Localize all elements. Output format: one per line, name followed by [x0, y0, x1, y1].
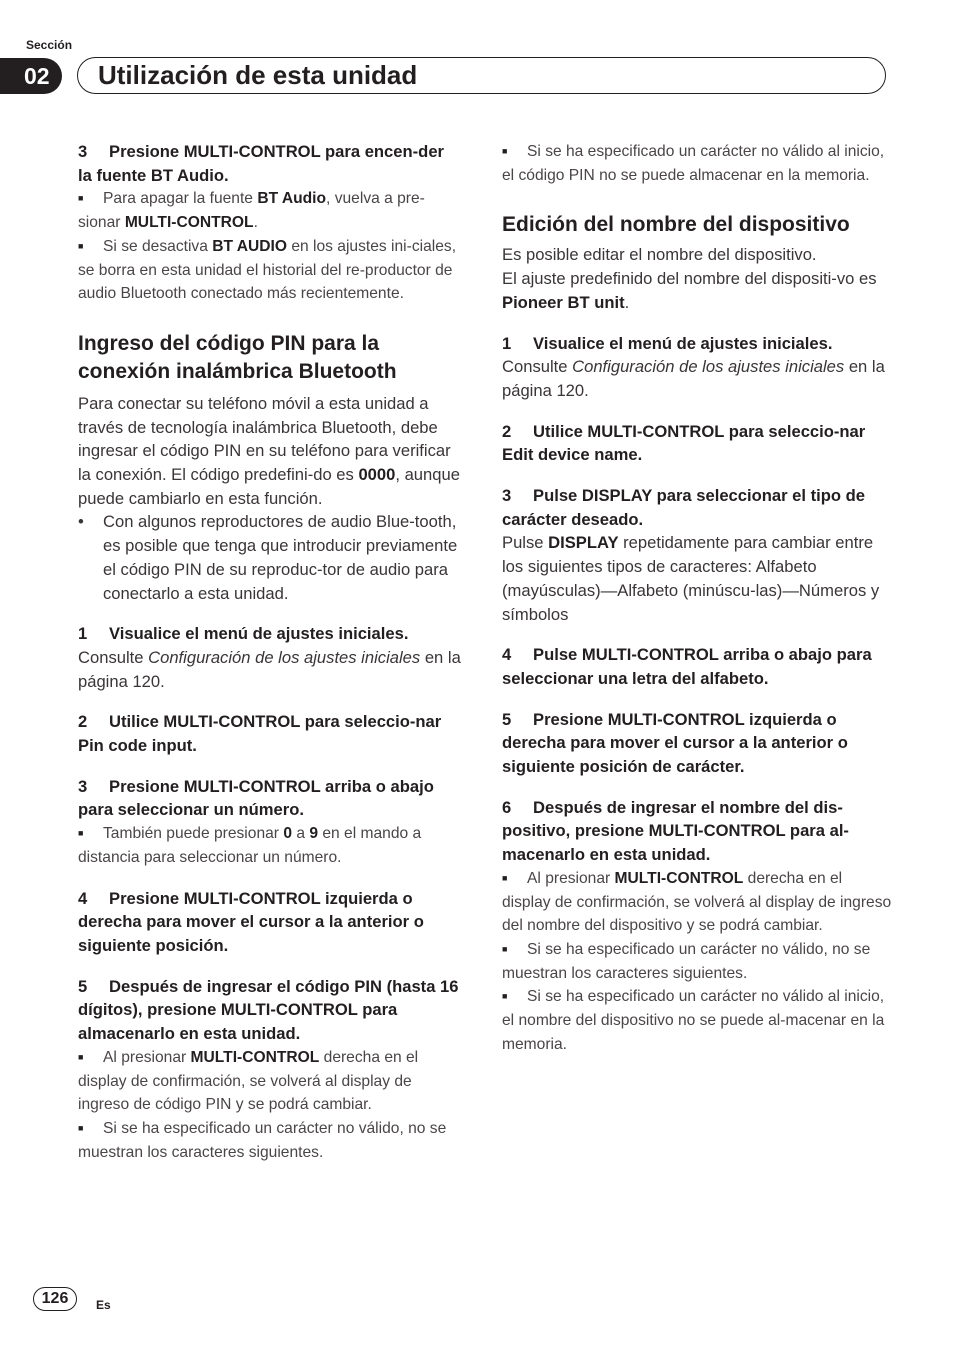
right-column: [502, 140, 892, 1057]
heading-pin-code: Ingreso del código PIN para la conexión inalámbrica Bluetooth: [78, 331, 397, 383]
device-step-1: 1 Visualice el menú de ajustes iniciales.: [502, 333, 833, 353]
language-code: Es: [96, 1298, 111, 1312]
pin-step-5-note-3: ■ Si se ha especificado un carácter no válido al inicio, el código PIN no se puede almacenar en la memoria.: [502, 140, 892, 187]
page-number: 126: [33, 1287, 77, 1311]
device-step-2: 2 Utilice MULTI-CONTROL para seleccio-nar Edit device name.: [502, 421, 866, 465]
left-column: [78, 140, 462, 1164]
pin-step-1-body: Consulte Configuración de los ajustes iniciales en la página 120.: [78, 647, 461, 691]
device-intro-1: Es posible editar el nombre del dispositivo.: [502, 245, 817, 265]
pin-step-5: 5 Después de ingresar el código PIN (hasta 16 dígitos), presione MULTI-CONTROL para almacenarlo en esta unidad.: [78, 976, 459, 1044]
device-step-3: 3 Pulse DISPLAY para seleccionar el tipo de carácter deseado.: [502, 486, 866, 529]
device-step-4: 4 Pulse MULTI-CONTROL arriba o abajo para seleccionar una letra del alfabeto.: [502, 645, 872, 688]
note-bt-audio-off: ■ Para apagar la fuente BT Audio, vuelva a pre-sionar MULTI-CONTROL.: [78, 187, 462, 234]
device-step-6-note-2: ■ Si se ha especificado un carácter no válido, no se muestran los caracteres siguientes.: [502, 938, 892, 985]
device-step-6-note-3: ■ Si se ha especificado un carácter no válido al inicio, el nombre del dispositivo no se puede al-macenar en la memoria.: [502, 985, 892, 1056]
pin-step-3: 3 Presione MULTI-CONTROL arriba o abajo para seleccionar un número.: [78, 776, 434, 820]
device-step-5: 5 Presione MULTI-CONTROL izquierda o derecha para mover el cursor a la anterior o siguiente posición de carácter.: [502, 709, 848, 777]
device-intro-2: El ajuste predefinido del nombre del dispositi-vo es Pioneer BT unit.: [502, 269, 877, 312]
pin-step-5-note-1: ■ Al presionar MULTI-CONTROL derecha en el display de confirmación, se volverá al display de ingreso de código PIN y se podrá cambiar.: [78, 1046, 462, 1117]
pin-step-1: 1 Visualice el menú de ajustes iniciales.: [78, 624, 409, 644]
section-number-badge: 02: [0, 58, 62, 94]
heading-device-name: Edición del nombre del dispositivo: [502, 213, 850, 237]
step-3-bt-audio: 3 Presione MULTI-CONTROL para encen-der la fuente BT Audio.: [78, 142, 445, 185]
section-label: Sección: [26, 38, 73, 52]
device-step-6: 6 Después de ingresar el nombre del dis-positivo, presione MULTI-CONTROL para al-macenarlo en esta unidad.: [502, 797, 849, 865]
pin-bullet-note: • Con algunos reproductores de audio Blue-tooth, es posible que tenga que introducir previamente el código PIN de su reproduc-tor de audio para conectarlo a esta unidad.: [78, 512, 458, 603]
note-bt-audio-disabled: ■ Si se desactiva BT AUDIO en los ajustes ini-ciales, se borra en esta unidad el historial del re-productor de audio Bluetooth conectado más recientemente.: [78, 235, 462, 306]
device-step-3-body: Pulse DISPLAY repetidamente para cambiar entre los siguientes tipos de caracteres: Alfabeto (mayúsculas)—Alfabeto (minúscu-las)—Números y símbolos: [502, 533, 880, 624]
device-step-1-body: Consulte Configuración de los ajustes iniciales en la página 120.: [502, 357, 885, 400]
pin-step-3-note: ■ También puede presionar 0 a 9 en el mando a distancia para seleccionar un número.: [78, 822, 462, 869]
chapter-title: Utilización de esta unidad: [98, 60, 418, 90]
device-step-6-note-1: ■ Al presionar MULTI-CONTROL derecha en el display de confirmación, se volverá al display de ingreso del nombre del dispositivo y se podrá cambiar.: [502, 867, 892, 938]
pin-step-2: 2 Utilice MULTI-CONTROL para seleccio-nar Pin code input.: [78, 712, 442, 756]
chapter-title-bar: [77, 57, 886, 94]
pin-step-5-note-2: ■ Si se ha especificado un carácter no válido, no se muestran los caracteres siguientes.: [78, 1117, 462, 1164]
pin-step-4: 4 Presione MULTI-CONTROL izquierda o derecha para mover el cursor a la anterior o siguiente posición.: [78, 888, 424, 955]
pin-intro-paragraph: Para conectar su teléfono móvil a esta unidad a través de tecnología inalámbrica Bluetooth, debe ingresar el código PIN en su teléfono para verificar la conexión. El código predefini-do es 0000, aunque puede cambiarlo en esta función.: [78, 393, 460, 508]
